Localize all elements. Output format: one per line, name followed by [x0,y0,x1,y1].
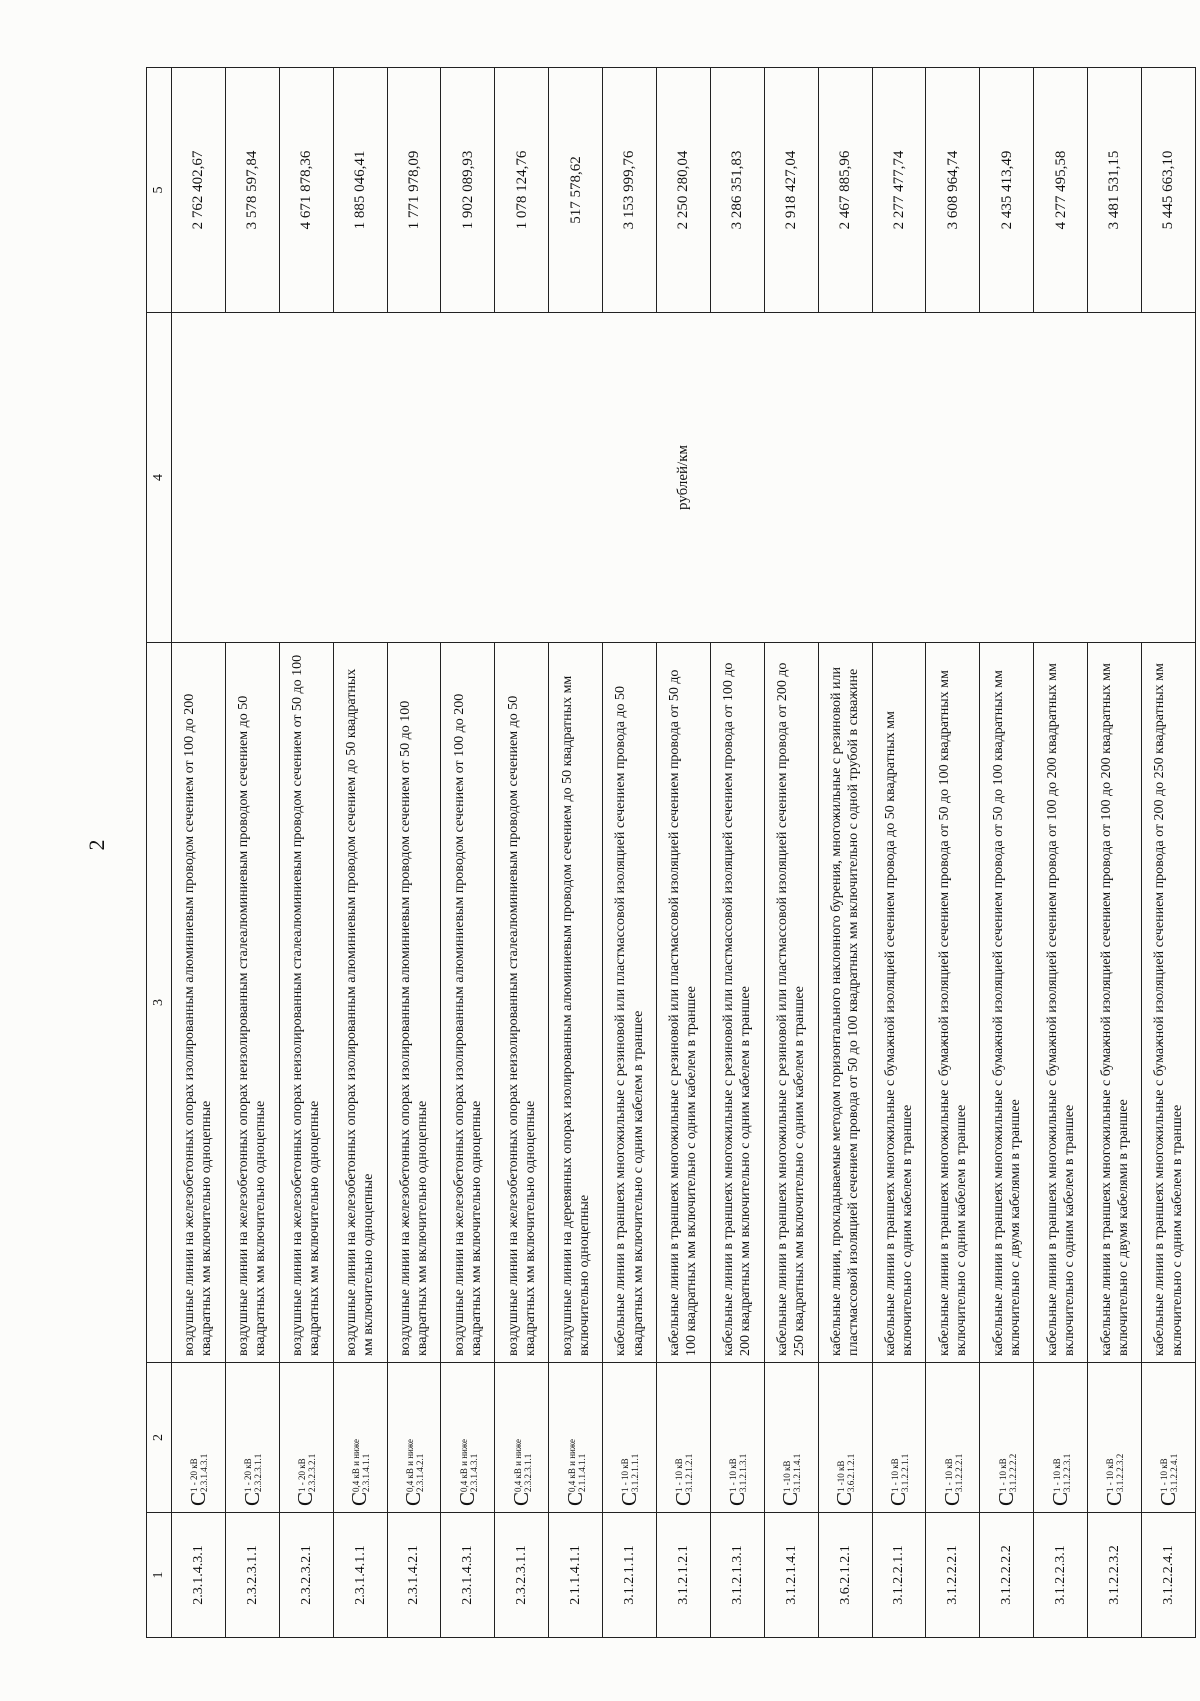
rate-symbol [279,1363,333,1513]
row-code: 3.1.2.1.2.1 [657,1513,711,1638]
row-description: воздушные линии на железобетонных опорах неизолированным сталеалюминиевым проводом сечением до 50 квадратных мм включительно одноцепные [495,643,549,1363]
rate-symbol-index: 3.1.2.2.4.1 [1169,1453,1180,1492]
table-row [279,68,333,1638]
rate-symbol-voltage: 1 - 10 кВ [997,1458,1008,1492]
column-header-4: 4 [147,313,172,643]
rate-symbol-index: 3.6.2.1.2.1 [846,1453,857,1492]
table-row [980,68,1034,1638]
rate-symbol [872,1363,926,1513]
unit-cell: рублей/км [172,313,1196,643]
row-value: 2 277 477,74 [872,68,926,313]
column-header-1: 1 [147,1513,172,1638]
rate-symbol [980,1363,1034,1513]
rate-symbol-letter: C [994,1491,1018,1506]
rate-symbol-voltage: 0,4 кВ и ниже [512,1439,523,1492]
row-value: 2 250 280,04 [657,68,711,313]
row-code: 3.1.2.2.3.2 [1088,1513,1142,1638]
row-code: 2.3.1.4.2.1 [387,1513,441,1638]
rate-symbol-letter: C [401,1491,426,1506]
row-code: 2.3.2.3.1.1 [495,1513,549,1638]
table-row [710,68,764,1638]
rate-symbol-letter: C [940,1491,965,1506]
rate-symbol [1142,1363,1196,1513]
rate-symbol [549,1363,603,1513]
row-value: 1 902 089,93 [441,68,495,313]
row-value: 1 885 046,41 [333,68,387,313]
rate-symbol-voltage: 1 - 10 кВ [728,1458,739,1492]
row-description: кабельные линии в траншеях многожильные с резиновой или пластмассовой изоляцией сечением провода от 100 до 200 квадратных мм включительно с одним кабелем в траншее [710,643,764,1363]
rate-symbol-letter: C [832,1491,857,1506]
rate-symbol-letter: C [347,1491,372,1506]
rate-symbol-voltage: 1 -10 кВ [836,1460,847,1492]
rate-symbol [172,1363,226,1513]
row-value: 3 608 964,74 [926,68,980,313]
row-value: 3 481 531,15 [1088,68,1142,313]
row-description: кабельные линии в траншеях многожильные с резиновой или пластмассовой изоляцией сечением провода от 50 до 100 квадратных мм включительно с одним кабелем в траншее [657,643,711,1363]
row-description: кабельные линии в траншеях многожильные с бумажной изоляцией сечением провода от 50 до 100 квадратных мм включительно с двумя кабелями в траншее [980,643,1034,1363]
column-header-2: 2 [147,1363,172,1513]
table-row [172,68,226,1638]
table-row [1088,68,1142,1638]
rate-symbol-index: 3.1.2.1.2.1 [684,1453,695,1492]
rate-symbol-letter: C [1101,1491,1126,1506]
row-description: кабельные линии в траншеях многожильные с бумажной изоляцией сечением провода до 50 квадратных мм включительно с одним кабелем в траншее [872,643,926,1363]
table-row [872,68,926,1638]
rate-symbol-voltage: 0,4 кВ и ниже [404,1439,415,1492]
row-description: кабельные линии в траншеях многожильные с резиновой или пластмассовой изоляцией сечением провода до 50 квадратных мм включительно с одним кабелем в траншее [603,643,657,1363]
table-row [1034,68,1088,1638]
column-header-5: 5 [147,68,172,313]
rate-symbol [1088,1363,1142,1513]
rate-symbol-index: 2.3.1.4.1.1 [361,1453,371,1492]
row-description: кабельные линии в траншеях многожильные с резиновой или пластмассовой изоляцией сечением провода от 200 до 250 квадратных мм включительно с одним кабелем в траншее [764,643,818,1363]
row-description: воздушные линии на железобетонных опорах изолированным алюминиевым проводом сечением до 50 квадратных мм включительно одноцепные [333,643,387,1363]
rate-symbol-voltage: 0,4 кВ и ниже [566,1439,577,1492]
table-row [818,68,872,1638]
rate-symbol-voltage: 1 - 10 кВ [1051,1458,1062,1492]
row-description: воздушные линии на железобетонных опорах изолированным алюминиевым проводом сечением от 100 до 200 квадратных мм включительно одноцепные [172,643,226,1363]
row-code: 3.6.2.1.2.1 [818,1513,872,1638]
row-description: кабельные линии в траншеях многожильные с бумажной изоляцией сечением провода от 100 до 200 квадратных мм включительно с двумя кабелями в траншее [1088,643,1142,1363]
rate-symbol-voltage: 1 - 20 кВ [297,1458,308,1492]
row-code: 3.1.2.2.2.1 [926,1513,980,1638]
rate-symbol [603,1363,657,1513]
rate-symbol-index: 2.3.1.4.3.1 [468,1453,479,1492]
rate-symbol-index: 2.3.1.4.2.1 [414,1453,425,1492]
table-row [603,68,657,1638]
header-row [147,68,172,1638]
table-row [926,68,980,1638]
row-value: 4 277 495,58 [1034,68,1088,313]
row-description: воздушные линии на железобетонных опорах изолированным алюминиевым проводом сечением от 100 до 200 квадратных мм включительно одноцепные [441,643,495,1363]
table-row [764,68,818,1638]
rate-symbol-voltage: 1 - 10 кВ [943,1458,954,1492]
rate-symbol-letter: C [508,1491,533,1506]
rate-symbol [818,1363,872,1513]
row-description: воздушные линии на деревянных опорах изолированным алюминиевым проводом сечением до 50 квадратных мм включительно одноцепные [549,643,603,1363]
rate-symbol-letter: C [455,1491,480,1506]
rate-symbol-index: 3.1.2.1.1.1 [630,1453,641,1492]
rate-symbol-voltage: 1 - 10 кВ [620,1458,631,1492]
table-row [495,68,549,1638]
row-code: 3.1.2.2.2.2 [980,1513,1034,1638]
table-row [657,68,711,1638]
row-description: воздушные линии на железобетонных опорах неизолированным сталеалюминиевым проводом сечением от 50 до 100 квадратных мм включительно одноцепные [279,643,333,1363]
row-description: кабельные линии в траншеях многожильные с бумажной изоляцией сечением провода от 50 до 100 квадратных мм включительно с одним кабелем в траншее [926,643,980,1363]
rate-symbol-letter: C [293,1491,318,1506]
rate-symbol-letter: C [724,1491,749,1506]
table-row [441,68,495,1638]
rate-symbol-letter: C [670,1491,695,1506]
rate-symbol-index: 3.1.2.2.3.1 [1061,1453,1072,1492]
row-value: 3 578 597,84 [225,68,279,313]
row-code: 3.1.2.1.3.1 [710,1513,764,1638]
row-value: 4 671 878,36 [279,68,333,313]
row-description: кабельные линии в траншеях многожильные с бумажной изоляцией сечением провода от 200 до 250 квадратных мм включительно с одним кабелем в траншее [1142,643,1196,1363]
rate-symbol [657,1363,711,1513]
row-code: 3.1.2.1.4.1 [764,1513,818,1638]
rate-symbol-voltage: 1 - 20 кВ [189,1458,200,1492]
row-value: 2 435 413,49 [980,68,1034,313]
rate-symbol-letter: C [1155,1491,1180,1506]
rate-symbol [764,1363,818,1513]
row-code: 2.3.2.3.2.1 [279,1513,333,1638]
row-code: 3.1.2.2.3.1 [1034,1513,1088,1638]
row-value: 517 578,62 [549,68,603,313]
rate-symbol [387,1363,441,1513]
rate-symbol-letter: C [778,1491,803,1506]
rate-symbol-voltage: 0,4 кВ и ниже [458,1439,469,1492]
row-description: воздушные линии на железобетонных опорах неизолированным сталеалюминиевым проводом сечением до 50 квадратных мм включительно одноцепные [225,643,279,1363]
rate-symbol-index: 3.1.2.2.1.1 [899,1453,910,1492]
rate-symbol-letter: C [562,1491,587,1506]
rate-symbol-voltage: 1 - 10 кВ [889,1458,900,1492]
rate-symbol-index: 2.1.1.4.1.1 [576,1453,587,1492]
rate-symbol-voltage: 1 - 10 кВ [674,1458,685,1492]
rate-symbol-index: 2.3.1.4.3.1 [199,1453,210,1492]
row-code: 3.1.2.2.4.1 [1142,1513,1196,1638]
rate-symbol-voltage: 1 - 20 кВ [243,1458,254,1492]
row-description: кабельные линии, прокладываемые методом горизонтального наклонного бурения, многожильные с резиновой или пластмассовой изоляцией сечением провода от 50 до 100 квадратных мм включительно с одной трубой в скважине [818,643,872,1363]
rate-symbol [441,1363,495,1513]
table-row [225,68,279,1638]
rates-table [146,67,1196,1638]
rate-symbol-index: 2.3.2.3.1.1 [253,1453,264,1492]
row-description: кабельные линии в траншеях многожильные с бумажной изоляцией сечением провода от 100 до 200 квадратных мм включительно с одним кабелем в траншее [1034,643,1088,1363]
row-code: 3.1.2.2.1.1 [872,1513,926,1638]
row-description: воздушные линии на железобетонных опорах изолированным алюминиевым проводом сечением от 50 до 100 квадратных мм включительно одноцепные [387,643,441,1363]
table-row [549,68,603,1638]
row-value: 2 762 402,67 [172,68,226,313]
column-header-3: 3 [147,643,172,1363]
row-code: 2.3.1.4.3.1 [172,1513,226,1638]
row-code: 2.1.1.4.1.1 [549,1513,603,1638]
rate-symbol [710,1363,764,1513]
row-value: 1 771 978,09 [387,68,441,313]
rate-symbol-letter: C [185,1491,210,1506]
rate-symbol-letter: C [1047,1491,1072,1506]
table-row [387,68,441,1638]
rate-symbol-letter: C [239,1491,264,1506]
rate-symbol-index: 3.1.2.2.3.2 [1115,1453,1126,1492]
row-value: 2 467 885,96 [818,68,872,313]
row-code: 2.3.1.4.3.1 [441,1513,495,1638]
row-code: 2.3.1.4.1.1 [333,1513,387,1638]
rate-symbol-letter: C [886,1491,911,1506]
rate-symbol-index: 2.3.2.3.2.1 [307,1453,318,1492]
rate-symbol [1034,1363,1088,1513]
rate-symbol-voltage: 1 - 10 кВ [1105,1458,1116,1492]
rate-symbol-letter: C [616,1491,641,1506]
row-value: 5 445 663,10 [1142,68,1196,313]
row-value: 3 286 351,83 [710,68,764,313]
row-code: 3.1.2.1.1.1 [603,1513,657,1638]
rate-symbol-voltage: 1 -10 кВ [782,1460,793,1492]
rate-symbol-index: 3.1.2.1.4.1 [792,1453,803,1492]
rate-symbol [333,1363,387,1513]
rate-symbol [495,1363,549,1513]
rate-symbol-voltage: 0,4 кВ и ниже [351,1439,361,1492]
rate-symbol-index: 3.1.2.2.2.2 [1007,1453,1018,1492]
row-value: 3 153 999,76 [603,68,657,313]
table-row [333,68,387,1638]
rate-symbol-index: 3.1.2.1.3.1 [738,1453,749,1492]
rate-symbol-voltage: 1 - 10 кВ [1159,1458,1170,1492]
rate-symbol-index: 3.1.2.2.2.1 [953,1453,964,1492]
row-code: 2.3.2.3.1.1 [225,1513,279,1638]
rate-symbol [926,1363,980,1513]
table-row [1142,68,1196,1638]
row-value: 2 918 427,04 [764,68,818,313]
page-number: 2 [84,839,109,851]
row-value: 1 078 124,76 [495,68,549,313]
rate-symbol-index: 2.3.2.3.1.1 [522,1453,533,1492]
rates-table-wrapper [146,68,1196,1638]
rate-symbol [225,1363,279,1513]
